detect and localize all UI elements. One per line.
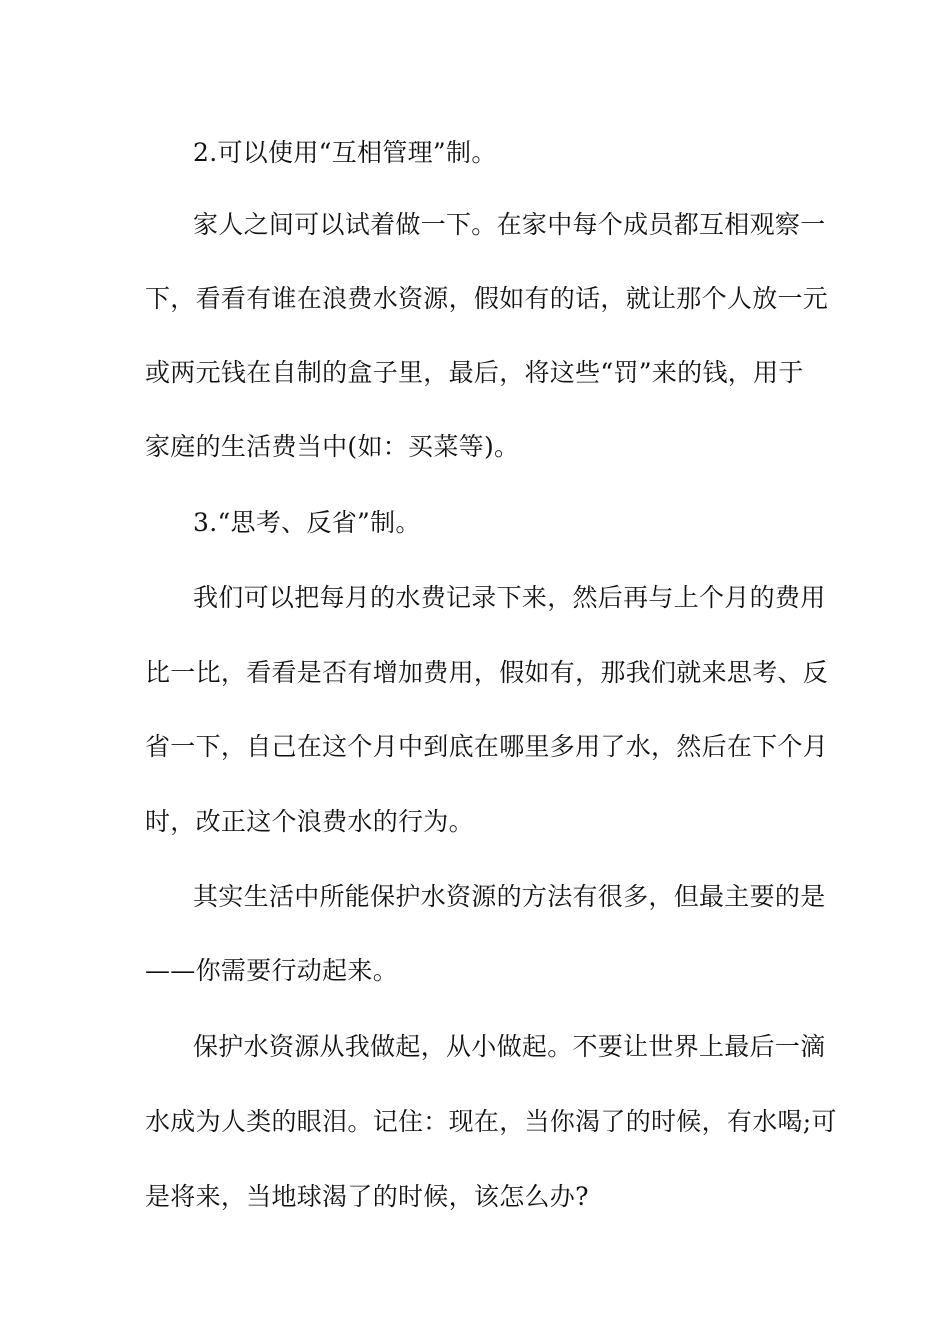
text-line: 或两元钱在自制的盒子里，最后，将这些“罚”来的钱，用于 bbox=[145, 358, 804, 387]
text-line: 水成为人类的眼泪。记住：现在，当你渴了的时候，有水喝;可 bbox=[145, 1107, 837, 1136]
text-line: 我们可以把每月的水费记录下来，然后再与上个月的费用 bbox=[193, 583, 826, 612]
text-line: 3.“思考、反省”制。 bbox=[193, 508, 421, 537]
text-line: 时，改正这个浪费水的行为。 bbox=[145, 807, 474, 836]
text-line: ——你需要行动起来。 bbox=[145, 956, 399, 985]
text-line: 保护水资源从我做起，从小做起。不要让世界上最后一滴 bbox=[193, 1032, 826, 1061]
text-line: 省一下，自己在这个月中到底在哪里多用了水，然后在下个月 bbox=[145, 732, 829, 761]
text-line: 家庭的生活费当中(如：买菜等)。 bbox=[145, 432, 520, 461]
text-line: 2.可以使用“互相管理”制。 bbox=[193, 138, 497, 167]
text-line: 比一比，看看是否有增加费用，假如有，那我们就来思考、反 bbox=[145, 658, 829, 687]
text-line: 其实生活中所能保护水资源的方法有很多，但最主要的是 bbox=[193, 882, 826, 911]
text-line: 下，看看有谁在浪费水资源，假如有的话，就让那个人放一元 bbox=[145, 284, 829, 313]
text-line: 是将来，当地球渴了的时候，该怎么办? bbox=[145, 1182, 589, 1211]
text-line: 家人之间可以试着做一下。在家中每个成员都互相观察一 bbox=[193, 210, 826, 239]
